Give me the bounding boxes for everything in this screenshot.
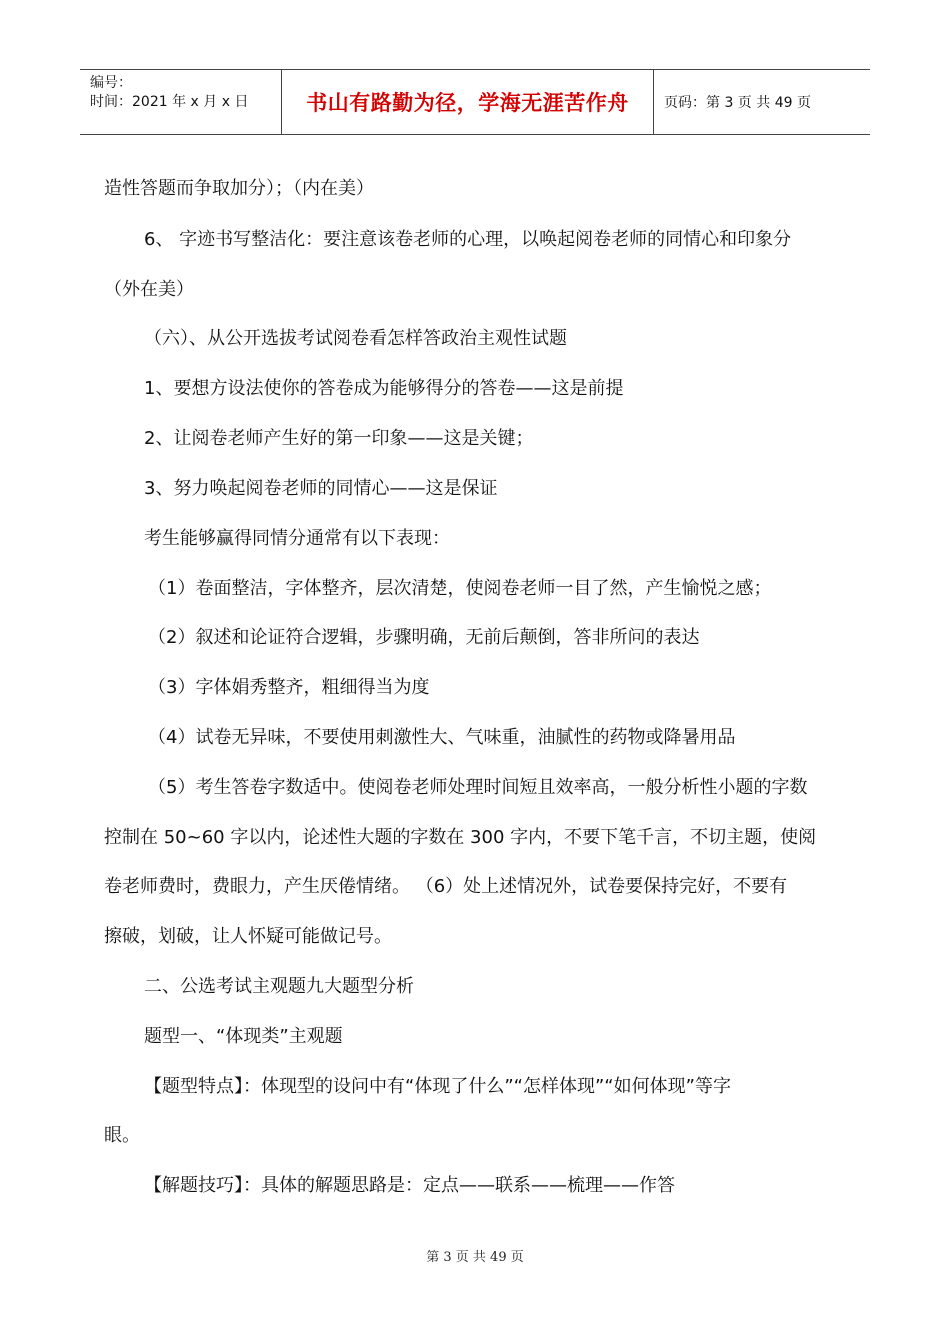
body-line: 【解题技巧】：具体的解题思路是：定点——联系——梳理——作答 [144, 1175, 675, 1196]
body-line: （1）卷面整洁，字体整齐，层次清楚，使阅卷老师一目了然，产生愉悦之感； [148, 578, 772, 599]
body-line: 2、让阅卷老师产生好的第一印象——这是关键； [144, 428, 534, 449]
header-meta [80, 70, 282, 134]
body-line: 6、 字迹书写整洁化：要注意该卷老师的心理，以唤起阅卷老师的同情心和印象分 [144, 229, 792, 250]
body-line: （2）叙述和论证符合逻辑，步骤明确，无前后颠倒，答非所问的表达 [148, 627, 700, 648]
body-line: （5）考生答卷字数适中。使阅卷老师处理时间短且效率高，一般分析性小题的字数 [148, 777, 808, 798]
section-heading: 二、公选考试主观题九大题型分析 [144, 976, 414, 997]
body-line: 【题型特点】：体现型的设问中有“体现了什么”“怎样体现”“如何体现”等字 [144, 1076, 731, 1097]
page-footer: 第 3 页 共 49 页 [426, 1250, 524, 1265]
body-line: 造性答题而争取加分）；（内在美） [104, 178, 374, 199]
body-line: 1、要想方设法使你的答卷成为能够得分的答卷——这是前提 [144, 378, 624, 399]
body-line: 考生能够赢得同情分通常有以下表现： [144, 528, 450, 549]
body-line: （外在美） [104, 279, 194, 300]
page-header [80, 69, 870, 135]
header-motto: 书山有路勤为径，学海无涯苦作舟 [282, 70, 654, 134]
body-line: 眼。 [104, 1125, 140, 1146]
body-line: 3、努力唤起阅卷老师的同情心——这是保证 [144, 478, 498, 499]
number-label: 编号： [90, 75, 132, 91]
body-line: 卷老师费时，费眼力，产生厌倦情绪。 （6）处上述情况外，试卷要保持完好，不要有 [104, 876, 788, 897]
body-line: （4）试卷无异味，不要使用刺激性大、气味重，油腻性的药物或降暑用品 [148, 727, 736, 748]
body-line: 题型一、“体现类”主观题 [144, 1026, 343, 1047]
section-heading: （六）、从公开选拔考试阅卷看怎样答政治主观性试题 [144, 328, 567, 349]
body-line: 控制在 50~60 字以内，论述性大题的字数在 300 字内，不要下笔千言，不切主题，使阅 [104, 827, 817, 848]
header-page-info: 页码：第 3 页 共 49 页 [664, 95, 811, 111]
body-line: 擦破，划破，让人怀疑可能做记号。 [104, 926, 392, 947]
body-line: （3）字体娟秀整齐，粗细得当为度 [148, 677, 430, 698]
date-label: 时间：2021 年 x 月 x 日 [90, 94, 249, 110]
